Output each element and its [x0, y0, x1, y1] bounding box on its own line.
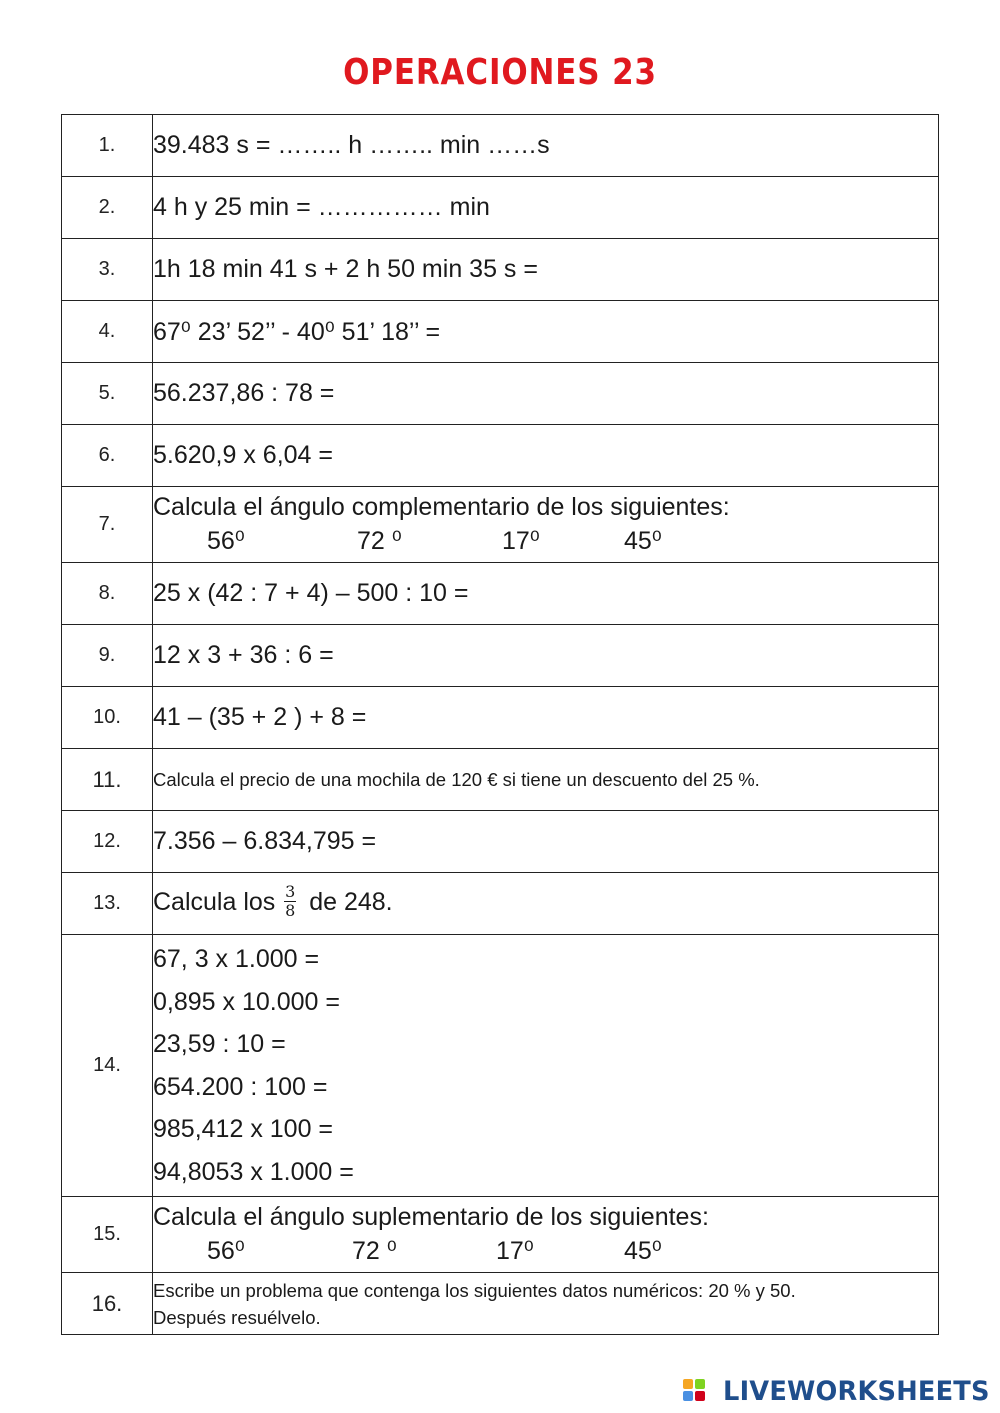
exercise-text: 4 h y 25 min = …………… min — [153, 177, 939, 239]
table-row — [62, 425, 939, 487]
angle-value: 56⁰ — [207, 1237, 245, 1265]
angle-value: 45⁰ — [624, 527, 662, 555]
row-number: 6. — [62, 425, 153, 487]
angle-value: 72 ⁰ — [352, 1237, 397, 1265]
row-number: 13. — [62, 873, 153, 935]
exercise-text: 41 – (35 + 2 ) + 8 = — [153, 687, 939, 749]
table-row — [62, 935, 939, 1197]
exercise-line: 985,412 x 100 = — [153, 1115, 334, 1143]
row-number: 12. — [62, 811, 153, 873]
table-row — [62, 239, 939, 301]
table-row — [62, 301, 939, 363]
table-row — [62, 811, 939, 873]
angle-value: 45⁰ — [624, 1237, 662, 1265]
angle-value: 17⁰ — [496, 1237, 534, 1265]
row-number: 5. — [62, 363, 153, 425]
table-row — [62, 687, 939, 749]
exercise-cell — [153, 873, 939, 935]
table-row — [62, 363, 939, 425]
exercise-text: Calcula los — [153, 888, 276, 917]
logo-text: LIVEWORKSHEETS — [723, 1376, 990, 1407]
exercise-text: 25 x (42 : 7 + 4) – 500 : 10 = — [153, 563, 939, 625]
exercise-text: 39.483 s = …….. h …….. min ……s — [153, 115, 939, 177]
exercise-text: Calcula el precio de una mochila de 120 € si tiene un descuento del 25 %. — [153, 749, 939, 811]
exercise-cell — [153, 1273, 939, 1335]
exercise-text: de 248. — [309, 888, 393, 917]
table-row — [62, 625, 939, 687]
logo-icon — [683, 1379, 707, 1405]
row-number: 10. — [62, 687, 153, 749]
exercise-text: 67⁰ 23’ 52’’ - 40⁰ 51’ 18’’ = — [153, 301, 939, 363]
exercise-text: Calcula el ángulo suplementario de los siguientes: — [153, 1203, 709, 1231]
row-number: 16. — [62, 1273, 153, 1335]
table-row — [62, 487, 939, 563]
row-number: 8. — [62, 563, 153, 625]
table-row — [62, 873, 939, 935]
fraction-numerator: 3 — [285, 882, 296, 901]
exercise-text: Calcula el ángulo complementario de los siguientes: — [153, 493, 730, 521]
row-number: 1. — [62, 115, 153, 177]
exercise-text: Escribe un problema que contenga los siguientes datos numéricos: 20 % y 50. — [153, 1279, 796, 1301]
table-row — [62, 1273, 939, 1335]
exercise-text: Después resuélvelo. — [153, 1306, 321, 1328]
table-row — [62, 115, 939, 177]
liveworksheets-logo — [683, 1376, 990, 1407]
exercise-text: 1h 18 min 41 s + 2 h 50 min 35 s = — [153, 239, 939, 301]
angle-list — [153, 1236, 938, 1266]
row-number: 14. — [62, 935, 153, 1197]
exercise-text: 12 x 3 + 36 : 6 = — [153, 625, 939, 687]
row-number: 2. — [62, 177, 153, 239]
exercise-text: 7.356 – 6.834,795 = — [153, 811, 939, 873]
angle-value: 56⁰ — [207, 527, 245, 555]
exercise-cell — [153, 487, 939, 563]
exercise-line: 67, 3 x 1.000 = — [153, 945, 320, 973]
exercise-line: 0,895 x 10.000 = — [153, 987, 340, 1016]
exercise-cell — [153, 935, 939, 1197]
row-number: 7. — [62, 487, 153, 563]
row-number: 11. — [62, 749, 153, 811]
exercise-text: 56.237,86 : 78 = — [153, 363, 939, 425]
exercise-line: 23,59 : 10 = — [153, 1030, 286, 1058]
operations-table — [61, 114, 939, 1335]
page-title: OPERACIONES 23 — [343, 52, 657, 93]
angle-value: 72 ⁰ — [357, 527, 402, 555]
row-number: 3. — [62, 239, 153, 301]
exercise-line: 94,8053 x 1.000 = — [153, 1157, 354, 1186]
fraction — [284, 883, 296, 920]
fraction-denominator: 8 — [285, 901, 296, 920]
table-row — [62, 749, 939, 811]
table-row — [62, 563, 939, 625]
row-number: 9. — [62, 625, 153, 687]
angle-value: 17⁰ — [502, 527, 540, 555]
exercise-text: 5.620,9 x 6,04 = — [153, 425, 939, 487]
exercise-line: 654.200 : 100 = — [153, 1072, 328, 1101]
table-row — [62, 1197, 939, 1273]
row-number: 15. — [62, 1197, 153, 1273]
row-number: 4. — [62, 301, 153, 363]
angle-list — [153, 526, 938, 556]
exercise-cell — [153, 1197, 939, 1273]
table-row — [62, 177, 939, 239]
